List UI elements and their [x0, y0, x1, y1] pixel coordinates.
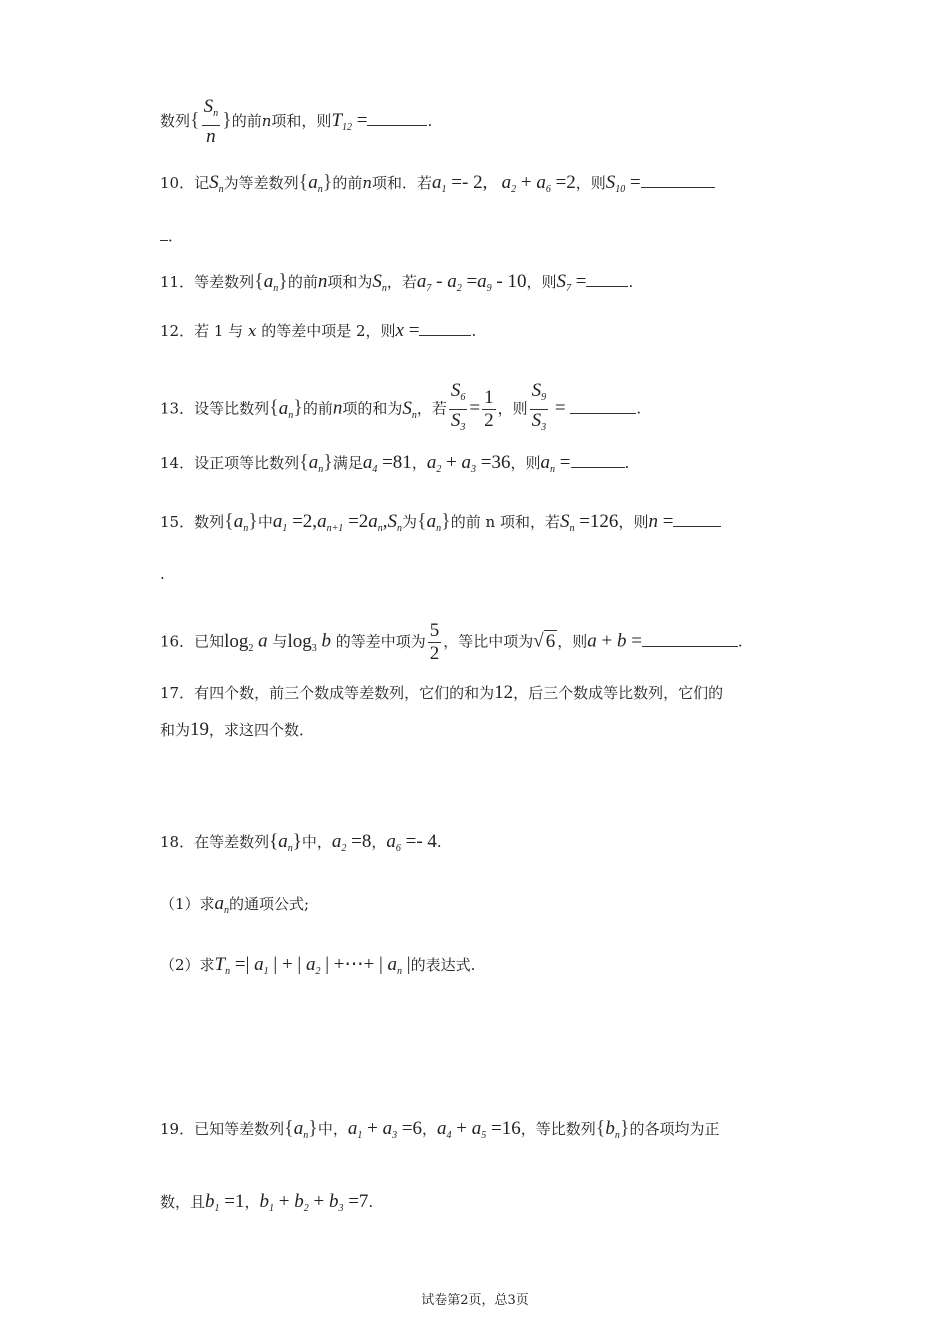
question-18: 18．在等差数列$\{a_n\}$中，$a_2 =8$，$a_6 =- 4$. [160, 831, 442, 854]
text: 数列 [194, 513, 225, 531]
text: 设正项等比数列 [194, 454, 300, 472]
brace-left: { [190, 109, 200, 131]
answer-blank[interactable] [367, 111, 427, 126]
answer-blank[interactable] [570, 399, 636, 414]
text: 和为 [160, 721, 191, 739]
question-18-part2: （2）求$T_n$ =| $a_1$ | + | $a_2$ | +⋯+ | $a_n$ |的表达式. [160, 954, 476, 977]
question-number: 12． [160, 322, 195, 340]
question-13: 13．设等比数列$\{a_n\}$的前n项的和为$S_n$，若 $\frac{S_6}{S_3}$ = $\frac{1}{2}$ ，则 $\frac{S_9}{S_3}$ = . [160, 380, 641, 439]
text: 的等差中项是 2，则 [261, 322, 396, 340]
fraction-s6-s3: $\frac{S_6}{S_3}$ [450, 380, 466, 433]
answer-blank[interactable] [586, 272, 628, 287]
fraction-s9-s3: $\frac{S_9}{S_3}$ [531, 380, 547, 433]
text: 等差数列 [194, 273, 255, 291]
text: （2）求 [160, 956, 215, 974]
text: 中 [257, 513, 273, 531]
text: 记 [194, 174, 210, 192]
text: ，后三个数成等比数列，它们的 [513, 684, 724, 702]
text: 与 [272, 632, 288, 651]
text: ，若 [416, 399, 447, 418]
question-15: 15．数列$\{a_n\}$中$a_1 =2,a_{n+1} =2a_n,S_n$为$\{a_n\}$的前 n 项和，若$S_n =126$，则n = [160, 511, 721, 539]
answer-blank[interactable] [419, 321, 471, 336]
text: . [737, 632, 743, 651]
q9-tail [160, 96, 432, 148]
question-17 [160, 683, 723, 703]
text: （1）求 [160, 895, 215, 913]
text: . [636, 399, 642, 418]
fraction-five-halves: $\frac{5}{2}$ [429, 620, 440, 664]
question-18-part1: （1）求$a_n$的通项公式; [160, 893, 310, 916]
text: ， [244, 1193, 260, 1211]
text: . [624, 454, 630, 472]
text: ，若 [386, 273, 417, 291]
text: 为等差数列 [223, 174, 299, 192]
question-number: 14． [160, 454, 195, 472]
equals: = [352, 110, 368, 131]
t12: $T_{12}$ [331, 110, 353, 133]
text: ， [422, 1120, 438, 1138]
answer-blank[interactable] [641, 173, 715, 188]
question-number: 18． [160, 833, 195, 851]
var-n: n [261, 112, 272, 130]
text: 满足 [332, 454, 363, 472]
text: 在等差数列 [194, 833, 270, 851]
text: 的等差中项为 [335, 632, 426, 651]
question-number: 17． [160, 684, 195, 702]
answer-blank[interactable] [571, 453, 625, 468]
answer-blank[interactable] [673, 512, 721, 527]
fraction-sn-over-n: $\frac{S_n}{n}$ [203, 96, 219, 147]
text: 设等比数列 [194, 399, 270, 418]
text: 数列 [160, 112, 191, 130]
question-11: 11．等差数列$\{a_n\}$的前n项和为$S_n$，若$a_7 - a_2 =a_9 - 10$，则$S_7$ = . [160, 270, 634, 294]
text: ，等比数列 [520, 1120, 596, 1138]
question-19: 19．已知等差数列$\{a_n\}$中，$a_1 + a_3 =6$，$a_4 + a_5 =16$，等比数列$\{b_n\}$的各项均为正 [160, 1117, 720, 1141]
text: 为 [402, 513, 418, 531]
question-number: 15． [160, 513, 195, 531]
answer-blank[interactable] [642, 632, 738, 647]
text: . [471, 322, 477, 340]
question-number: 10． [160, 174, 195, 192]
text: 的前 n 项和，若 [450, 513, 560, 531]
text: 的表达式. [410, 956, 476, 974]
text: . [368, 1193, 374, 1211]
text: 项和．若 [372, 174, 433, 192]
question-number: 11． [160, 273, 195, 291]
text: ，则 [618, 513, 649, 531]
text: ， [411, 454, 427, 472]
text: ，则 [510, 454, 541, 472]
question-15-cont [160, 564, 165, 584]
question-14: 14．设正项等比数列$\{a_n\}$满足$a_4 =81$，$a_2 + a_3 =36$，则$a_n$ = . [160, 451, 630, 475]
page-footer: 试卷第2页，总3页 [421, 1293, 529, 1308]
text: 中， [317, 1120, 348, 1138]
text: ，则 [497, 399, 528, 418]
text: . [427, 112, 433, 130]
text: 的通项公式; [229, 895, 310, 913]
text: ． [168, 227, 184, 245]
text: ，求这四个数． [209, 721, 315, 739]
text: ， [371, 833, 387, 851]
value-12: 12 [494, 682, 514, 703]
text: 已知 [194, 632, 225, 651]
question-10-cont [160, 226, 183, 246]
text: ，则 [557, 632, 588, 651]
fraction-one-half: $\frac{1}{2}$ [484, 387, 494, 431]
text: . [160, 565, 165, 583]
text: 项和为 [327, 273, 373, 291]
question-17-line2 [160, 720, 314, 740]
text: ，则 [575, 174, 606, 192]
text: 中， [301, 833, 332, 851]
text: 项和，则 [271, 112, 332, 130]
text: 的前 [231, 112, 262, 130]
value-19: 19 [190, 719, 210, 740]
text: 项的和为 [342, 399, 403, 418]
question-10: 10．记$S_n$为等差数列$\{a_n\}$的前n项和．若$a_1 =- 2$, $a_2 + a_6 =2$，则$S_{10}$ = [160, 172, 715, 200]
text: 的各项均为正 [629, 1120, 720, 1138]
text: 已知等差数列 [194, 1120, 285, 1138]
question-19-line2: 数，且$b_1 =1$，$b_1 + b_2 + b_3 =7$. [160, 1191, 374, 1214]
text: 的前 [302, 399, 333, 418]
question-16: 16．已知$\log_2 a$ 与$\log_3 b$ 的等差中项为 $\frac{5}{2}$ ，等比中项为√ 6 ，则a + b = . [160, 620, 743, 664]
text: ，则 [526, 273, 557, 291]
text: 有四个数，前三个数成等差数列，它们的和为 [194, 684, 495, 702]
text: 若 1 与 [194, 322, 244, 340]
text: ，等比中项为 [443, 632, 534, 651]
text: 的前 [332, 174, 363, 192]
text: 数，且 [160, 1193, 206, 1211]
sn: $S_n$ [209, 172, 224, 195]
question-number: 16． [160, 632, 195, 651]
text: 的前 [287, 273, 318, 291]
question-number: 19． [160, 1120, 195, 1138]
question-12: 12．若 1 与 x 的等差中项是 2，则x = . [160, 320, 477, 341]
answer-blank-cont[interactable] [160, 226, 168, 241]
question-number: 13． [160, 399, 195, 418]
text: . [436, 833, 442, 851]
var-x: x [247, 322, 257, 340]
brace-right: } [222, 109, 232, 131]
text: . [628, 273, 634, 291]
var-n: n [362, 174, 373, 192]
